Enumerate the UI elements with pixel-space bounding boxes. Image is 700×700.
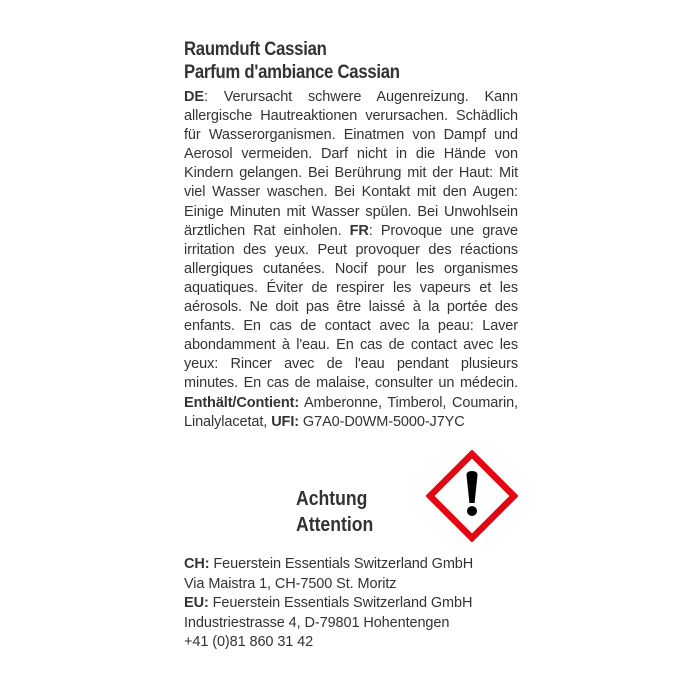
address-eu-company (184, 594, 524, 614)
address-ch-company (184, 555, 524, 575)
company-name-eu: Feuerstein Essentials Switzerland GmbH (212, 595, 473, 612)
phone-number: +41 (0)81 860 31 42 (184, 634, 314, 651)
de-text: : Verursacht schwere Augenreizung. Kann allergische Hautreaktionen verursachen. Schädlich für Wasserorganismen. Einatmen von Dampf und Aerosol vermeiden. Darf nicht in die Hände von Kindern gelangen. Bei Berührung mit der Haut: Mit viel Wasser waschen. Bei Kontakt mit den Augen: Einige Minuten mit Wasser spülen. Bei Unwohlsein ärztlichen Rat einholen. (184, 89, 518, 239)
contains-text: Amberonne, Timberol, Coumarin, Linalylacetat, (184, 394, 518, 430)
address-eu-label: EU: (184, 595, 209, 612)
address-block (184, 555, 524, 653)
de-label: DE (184, 89, 204, 105)
exclamation-dot (467, 506, 477, 516)
ufi-code: G7A0-D0WM-5000-J7YC (302, 413, 465, 430)
contains-label: Enthält/Contient: (184, 394, 300, 411)
address-eu-street: Industriestrasse 4, D-79801 Hohentengen (184, 614, 450, 631)
ufi-label: UFI: (271, 413, 299, 430)
product-title-de: Raumduft Cassian (184, 39, 327, 60)
address-ch-street: Via Maistra 1, CH-7500 St. Moritz (184, 575, 397, 592)
signal-words (296, 486, 373, 538)
signal-word-fr: Attention (296, 514, 374, 536)
fr-label: FR (349, 222, 369, 239)
company-name-ch: Feuerstein Essentials Switzerland GmbH (213, 556, 474, 572)
product-title-fr: Parfum d'ambiance Cassian (184, 62, 400, 83)
signal-word-de: Achtung (296, 488, 368, 510)
address-ch-label: CH: (184, 556, 210, 572)
exclamation-mark-icon (426, 450, 518, 542)
fr-text: : Provoque une grave irritation des yeux. Peut provoquer des réactions allergiques cutanées. Nocif pour les organismes aquatiques. Éviter de respirer les vapeurs et les aérosols. Ne doit pas être laissé à la portée des enfants. En cas de contact avec la peau: Laver abondamment à l'eau. En cas de contact avec les yeux: Rincer avec de l'eau pendant plusieurs minutes. En cas de malaise, consulter un médecin. (184, 222, 518, 392)
hazard-statements (184, 88, 518, 432)
product-label (184, 38, 518, 432)
